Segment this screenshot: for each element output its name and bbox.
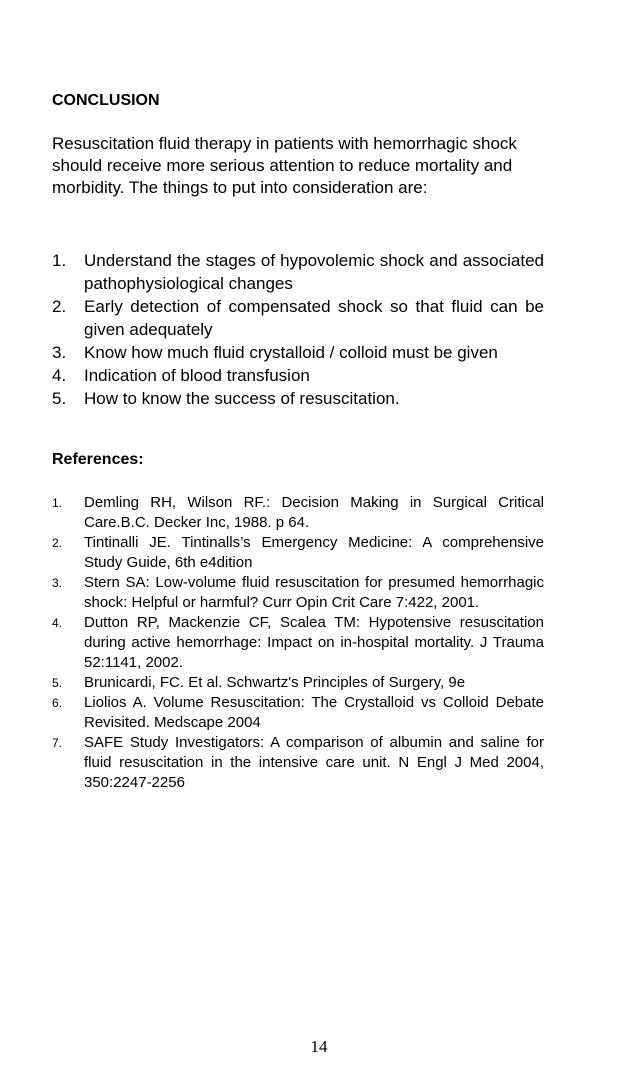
list-item — [52, 364, 544, 387]
page-number: 14 — [310, 1037, 328, 1056]
reference-text: Dutton RP, Mackenzie CF, Scalea TM: Hypotensive resuscitation during active hemorrhage: Impact on in-hospital mortality. J Trauma 52:1141, 2002. — [84, 614, 544, 671]
reference-item — [52, 533, 544, 573]
list-item — [52, 249, 544, 295]
reference-number: 1. — [52, 496, 63, 510]
item-number: 3. — [52, 343, 67, 362]
list-item — [52, 341, 544, 364]
reference-item — [52, 493, 544, 533]
conclusion-points-list — [52, 249, 544, 410]
item-number: 2. — [52, 297, 67, 316]
item-text: Indication of blood transfusion — [84, 366, 310, 385]
reference-text: Brunicardi, FC. Et al. Schwartz's Principles of Surgery, 9e — [84, 674, 466, 691]
reference-number: 4. — [52, 616, 63, 630]
references-list — [52, 493, 544, 793]
reference-item — [52, 693, 544, 733]
list-item — [52, 295, 544, 341]
reference-text: Tintinalli JE. Tintinalls’s Emergency Medicine: A comprehensive Study Guide, 6th e4dition — [84, 534, 544, 571]
reference-text: Liolios A. Volume Resuscitation: The Crystalloid vs Colloid Debate Revisited. Medscape 2004 — [84, 694, 544, 731]
reference-number: 6. — [52, 696, 63, 710]
item-text: Understand the stages of hypovolemic shock and associated pathophysiological changes — [84, 251, 544, 293]
item-text: Know how much fluid crystalloid / colloid must be given — [84, 343, 498, 362]
references-heading: References: — [52, 451, 144, 468]
item-text: How to know the success of resuscitation. — [84, 389, 400, 408]
reference-number: 2. — [52, 536, 63, 550]
list-item — [52, 387, 544, 410]
conclusion-heading: CONCLUSION — [52, 92, 160, 109]
reference-item — [52, 673, 544, 693]
reference-number: 3. — [52, 576, 63, 590]
reference-item — [52, 733, 544, 793]
item-text: Early detection of compensated shock so that fluid can be given adequately — [84, 297, 544, 339]
item-number: 5. — [52, 389, 67, 408]
reference-number: 5. — [52, 676, 63, 690]
reference-item — [52, 613, 544, 673]
conclusion-intro: Resuscitation fluid therapy in patients with hemorrhagic shock should receive more serious attention to reduce mortality and morbidity. The things to put into consideration are: — [52, 134, 517, 197]
reference-text: Stern SA: Low-volume fluid resuscitation for presumed hemorrhagic shock: Helpful or harmful? Curr Opin Crit Care 7:422, 2001. — [84, 574, 544, 611]
reference-number: 7. — [52, 736, 63, 750]
reference-item — [52, 573, 544, 613]
item-number: 1. — [52, 251, 67, 270]
item-number: 4. — [52, 366, 67, 385]
reference-text: Demling RH, Wilson RF.: Decision Making in Surgical Critical Care.B.C. Decker Inc, 1988. p 64. — [84, 494, 544, 531]
reference-text: SAFE Study Investigators: A comparison of albumin and saline for fluid resuscitation in the intensive care unit. N Engl J Med 2004, 350:2247-2256 — [84, 734, 544, 791]
